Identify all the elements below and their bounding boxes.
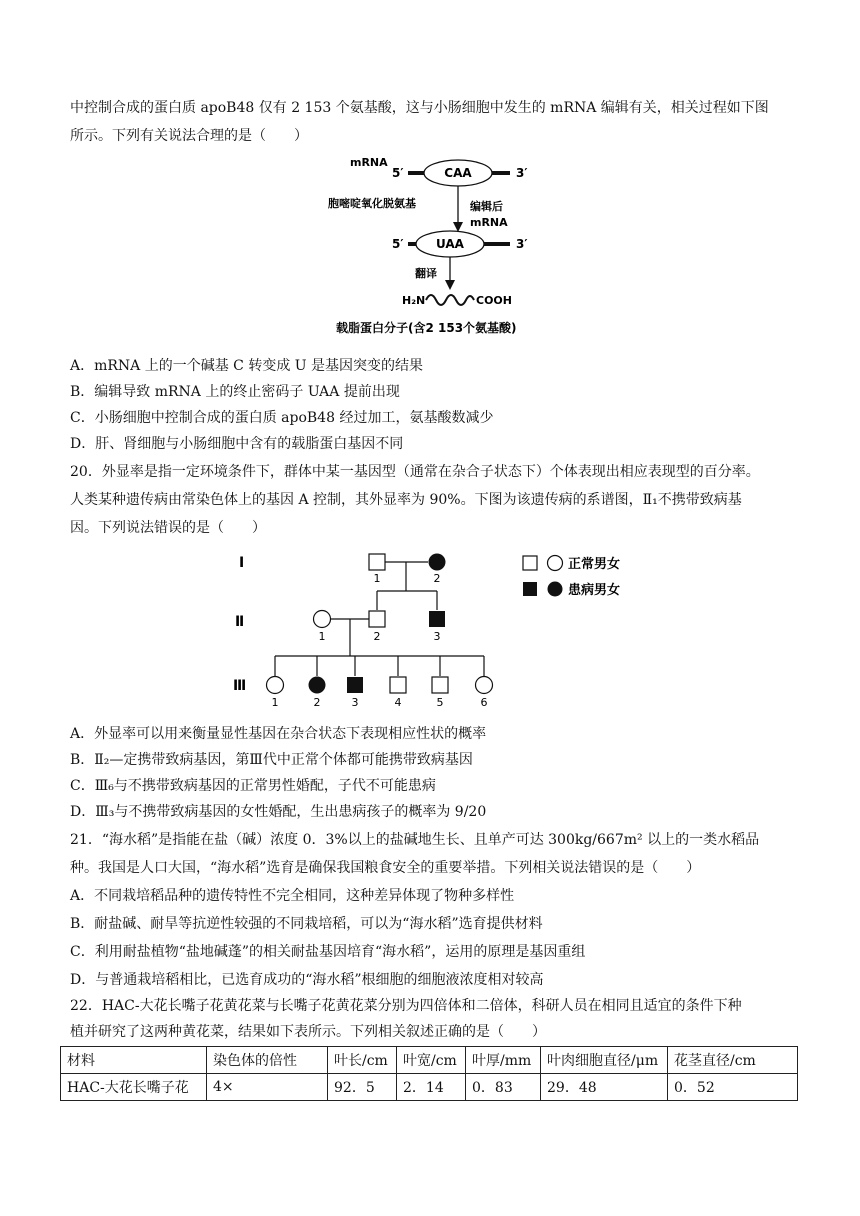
g3-num-3: 3 xyxy=(351,696,359,709)
q19-option-d: D．肝、肾细胞与小肠细胞中含有的载脂蛋白基因不同 xyxy=(70,436,404,452)
g2-2-normal-male xyxy=(369,611,385,627)
g2-3-affected-male xyxy=(429,611,445,627)
pedigree-chart xyxy=(225,548,645,718)
q20-option-d: D．Ⅲ₃与不携带致病基因的女性婚配，生出患病孩子的概率为 9/20 xyxy=(70,804,487,820)
legend-affected-label: 患病男女 xyxy=(568,583,621,598)
mrna-editing-figure xyxy=(320,152,550,342)
q20-stem-line-2: 人类某种遗传病由常染色体上的基因 A 控制，其外显率为 90%。下图为该遗传病的系谱图，Ⅱ₁不携带致病基 xyxy=(70,492,742,508)
q21-option-c: C．利用耐盐植物“盐地碱蓬”的相关耐盐基因培育“海水稻”，运用的原理是基因重组 xyxy=(70,944,586,960)
legend-normal-label: 正常男女 xyxy=(568,557,621,572)
protein-coil-icon xyxy=(426,295,474,305)
table-cell: HAC-大花长嘴子花 xyxy=(61,1074,207,1101)
table-cell: 2．14 xyxy=(397,1074,466,1101)
five-prime-top: 5′ xyxy=(392,166,404,180)
q19-stem-line-2: 所示。下列有关说法合理的是（ ） xyxy=(70,128,308,144)
edited-label-1: 编辑后 xyxy=(470,200,503,213)
table-header-cell: 材料 xyxy=(61,1047,207,1074)
table-cell: 92．5 xyxy=(328,1074,397,1101)
g3-num-1: 1 xyxy=(271,696,279,709)
three-prime-top: 3′ xyxy=(516,166,528,180)
g3-2-affected-female xyxy=(309,677,326,694)
legend-normal-female-icon xyxy=(548,556,563,571)
q21-option-b: B．耐盐碱、耐旱等抗逆性较强的不同栽培稻，可以为“海水稻”选育提供材料 xyxy=(70,916,543,932)
q22-data-table xyxy=(60,1046,798,1101)
g3-4-normal-male xyxy=(390,677,406,693)
q20-option-a: A．外显率可以用来衡量显性基因在杂合状态下表现相应性状的概率 xyxy=(70,726,487,742)
five-prime-bottom: 5′ xyxy=(392,237,404,251)
generation-3-label: Ⅲ xyxy=(233,678,247,694)
n-terminus: H₂N xyxy=(402,294,426,307)
figure-caption: 载脂蛋白分子(含2 153个氨基酸) xyxy=(336,321,517,335)
generation-1-label: Ⅰ xyxy=(239,555,245,571)
q20-stem-line-3: 因。下列说法错误的是（ ） xyxy=(70,520,266,536)
legend-normal-male-icon xyxy=(523,556,537,570)
q21-option-d: D．与普通栽培稻相比，已选育成功的“海水稻”根细胞的细胞液浓度相对较高 xyxy=(70,972,544,988)
g1-num-2: 2 xyxy=(433,572,441,585)
table-header-cell: 花茎直径/cm xyxy=(668,1047,798,1074)
g3-3-affected-male xyxy=(347,677,363,693)
translate-label: 翻译 xyxy=(415,267,437,280)
g1-num-1: 1 xyxy=(373,572,381,585)
arrow-head-2 xyxy=(445,280,455,290)
g1-2-affected-female xyxy=(429,554,446,571)
q19-option-c: C．小肠细胞中控制合成的蛋白质 apoB48 经过加工，氨基酸数减少 xyxy=(70,410,494,426)
table-header-cell: 染色体的倍性 xyxy=(207,1047,328,1074)
g1-1-normal-male xyxy=(369,554,385,570)
q20-option-b: B．Ⅱ₂—定携带致病基因，第Ⅲ代中正常个体都可能携带致病基因 xyxy=(70,752,473,768)
table-header-cell: 叶长/cm xyxy=(328,1047,397,1074)
g3-num-4: 4 xyxy=(394,696,402,709)
g3-num-2: 2 xyxy=(313,696,321,709)
table-header-cell: 叶肉细胞直径/μm xyxy=(541,1047,668,1074)
g2-1-normal-female xyxy=(314,611,331,628)
g3-6-normal-female xyxy=(476,677,493,694)
table-header-cell: 叶宽/cm xyxy=(397,1047,466,1074)
g2-num-3: 3 xyxy=(433,630,441,643)
process-label: 胞嘧啶氧化脱氨基 xyxy=(328,197,416,210)
three-prime-bottom: 3′ xyxy=(516,237,528,251)
table-cell: 0．52 xyxy=(668,1074,798,1101)
g3-num-6: 6 xyxy=(480,696,488,709)
q19-option-a: A．mRNA 上的一个碱基 C 转变成 U 是基因突变的结果 xyxy=(70,358,424,374)
table-header-row xyxy=(61,1047,798,1074)
g2-num-2: 2 xyxy=(373,630,381,643)
q21-option-a: A．不同栽培稻品种的遗传特性不完全相同，这种差异体现了物种多样性 xyxy=(70,888,515,904)
table-cell: 29．48 xyxy=(541,1074,668,1101)
c-terminus: COOH xyxy=(476,294,512,307)
generation-2-label: Ⅱ xyxy=(235,614,245,630)
q21-stem-line-2: 种。我国是人口大国，“海水稻”选育是确保我国粮食安全的重要举措。下列相关说法错误的是（ ） xyxy=(70,860,701,876)
q19-option-b: B．编辑导致 mRNA 上的终止密码子 UAA 提前出现 xyxy=(70,384,400,400)
edited-label-2: mRNA xyxy=(470,216,508,229)
q22-stem-line-1: 22．HAC-大花长嘴子花黄花菜与长嘴子花黄花菜分别为四倍体和二倍体，科研人员在相同且适宜的条件下种 xyxy=(70,998,742,1014)
table-header-cell: 叶厚/mm xyxy=(466,1047,541,1074)
g3-5-normal-male xyxy=(432,677,448,693)
table-cell: 4× xyxy=(207,1074,328,1101)
g3-num-5: 5 xyxy=(436,696,444,709)
q20-stem-line-1: 20．外显率是指一定环境条件下，群体中某一基因型（通常在杂合子状态下）个体表现出相应表现型的百分率。 xyxy=(70,464,760,480)
q19-stem-line-1: 中控制合成的蛋白质 apoB48 仅有 2 153 个氨基酸，这与小肠细胞中发生的 mRNA 编辑有关，相关过程如下图 xyxy=(70,100,769,116)
codon-before: CAA xyxy=(444,166,472,180)
legend-affected-female-icon xyxy=(548,582,563,597)
q20-option-c: C．Ⅲ₆与不携带致病基因的正常男性婚配，子代不可能患病 xyxy=(70,778,436,794)
legend-affected-male-icon xyxy=(523,582,537,596)
q21-stem-line-1: 21．“海水稻”是指能在盐（碱）浓度 0．3%以上的盐碱地生长、且单产可达 300kg/667m² 以上的一类水稻品 xyxy=(70,832,760,848)
g2-num-1: 1 xyxy=(318,630,326,643)
g3-1-normal-female xyxy=(267,677,284,694)
codon-after: UAA xyxy=(436,237,464,251)
table-row xyxy=(61,1074,798,1101)
table-cell: 0．83 xyxy=(466,1074,541,1101)
mrna-label: mRNA xyxy=(350,156,388,169)
q22-stem-line-2: 植并研究了这两种黄花菜，结果如下表所示。下列相关叙述正确的是（ ） xyxy=(70,1024,546,1040)
